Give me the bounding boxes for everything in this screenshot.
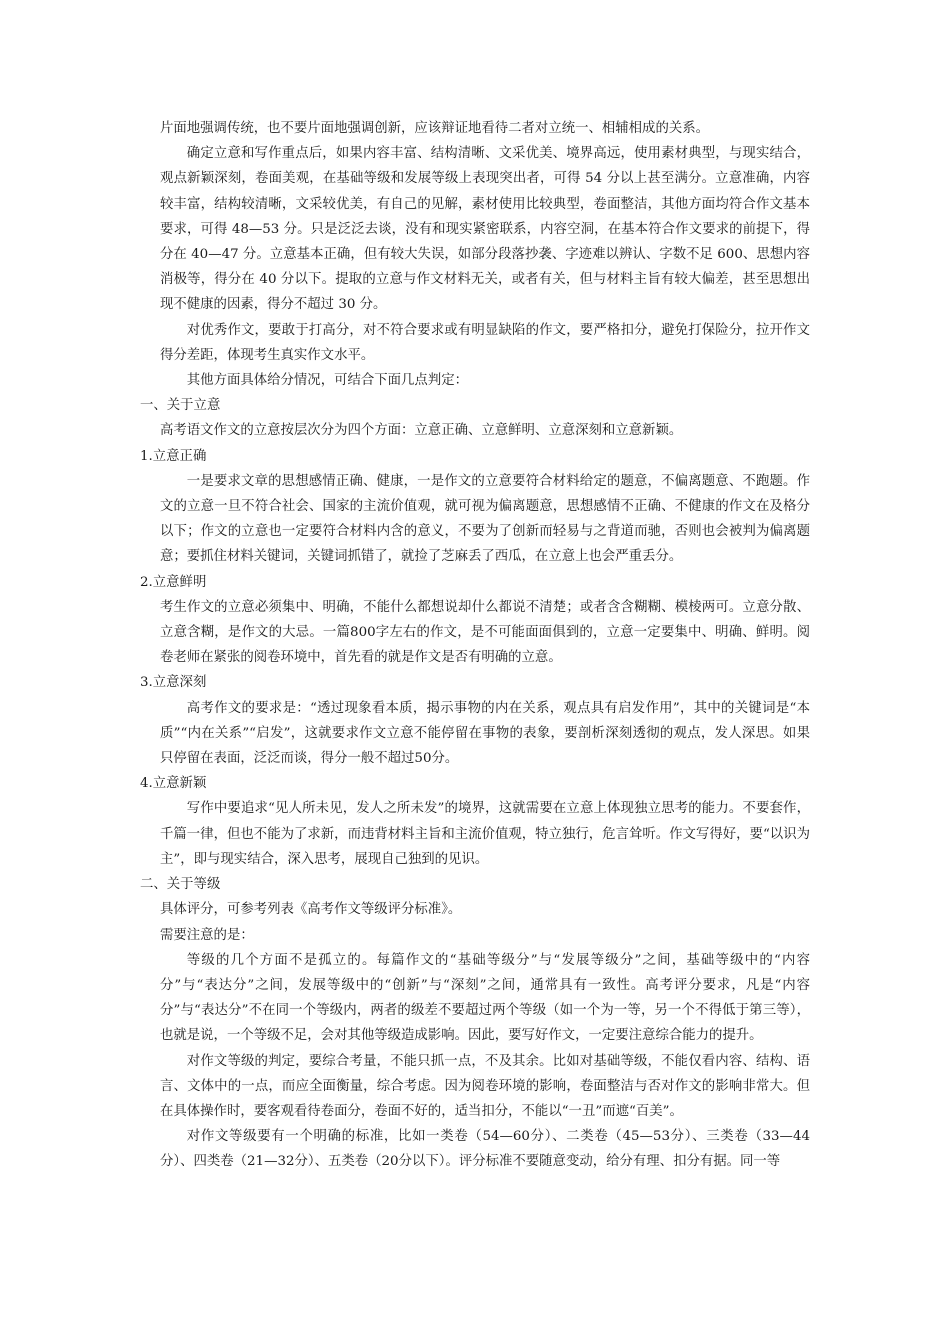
paragraph: 对优秀作文，要敢于打高分，对不符合要求或有明显缺陷的作文，要严格扣分，避免打保险分，拉开作文得分差距，体现考生真实作文水平。	[160, 322, 810, 363]
paragraph: 片面地强调传统，也不要片面地强调创新，应该辩证地看待二者对立统一、相辅相成的关系。	[160, 121, 710, 136]
subsection-heading: 4.立意新颖	[140, 776, 207, 792]
section-heading: 一、关于立意	[140, 398, 221, 414]
paragraph: 其他方面具体给分情况，可结合下面几点判定：	[186, 373, 468, 389]
paragraph: 高考语文作文的立意按层次分为四个方面：立意正确、立意鲜明、立意深刻和立意新颖。	[160, 423, 683, 439]
paragraph: 需要注意的是：	[160, 927, 254, 943]
paragraph: 写作中要追求“见人所未见，发人之所未发”的境界，这就需要在立意上体现独立思考的能力。不要套作，千篇一律，但也不能为了求新，而违背材料主旨和主流价值观，特立独行，危言耸听。作文写得好，要“以识为主”，即与现实结合，深入思考，展现自己独到的见识。	[160, 801, 810, 867]
paragraph: 高考作文的要求是：“透过现象看本质，揭示事物的内在关系，观点具有启发作用”，其中的关键词是“本质”“内在关系”“启发”，这就要求作文立意不能停留在事物的表象，要剖析深刻透彻的观点，发人深思。如果只停留在表面，泛泛而谈，得分一般不超过50分。	[160, 700, 810, 767]
paragraph: 一是要求文章的思想感情正确、健康，一是作文的立意要符合材料给定的题意，不偏离题意、不跑题。作文的立意一旦不符合社会、国家的主流价值观，就可视为偏离题意，思想感情不正确、不健康的作文在及格分以下；作文的立意也一定要符合材料内含的意义，不要为了创新而轻易与之背道而驰，否则也会被判为偏离题意；要抓住材料关键词，关键词抓错了，就捡了芝麻丢了西瓜，在立意上也会严重丢分。	[160, 473, 810, 565]
subsection-heading: 3.立意深刻	[140, 675, 207, 691]
paragraph: 等级的几个方面不是孤立的。每篇作文的“基础等级分”与“发展等级分”之间，基础等级中的“内容分”与“表达分”之间，发展等级中的“创新”与“深刻”之间，通常具有一致性。高考评分要求，凡是“内容分”与“表达分”不在同一个等级内，两者的级差不要超过两个等级（如一个为一等，另一个不得低于第三等），也就是说，一个等级不足，会对其他等级造成影响。因此，要写好作文，一定要注意综合能力的提升。	[160, 952, 810, 1044]
paragraph: 确定立意和写作重点后，如果内容丰富、结构清晰、文采优美、境界高远，使用素材典型，与现实结合，观点新颖深刻，卷面美观，在基础等级和发展等级上表现突出者，可得 54 分以上甚至满分。立意准确，内容较丰富，结构较清晰，文采较优美，有自己的见解，素材使用比较典型，卷面整洁，其他方面均符合作文基本要求，可得 48—53 分。只是泛泛去谈，没有和现实紧密联系，内容空洞，在基本符合作文要求的前提下，得分在 40—47 分。立意基本正确，但有较大失误，如部分段落抄袭、字迹难以辨认、字数不足 600、思想内容消极等，得分在 40 分以下。提取的立意与作文材料无关，或者有关，但与材料主旨有较大偏差，甚至思想出现不健康的因素，得分不超过 30 分。	[160, 146, 810, 313]
paragraph: 具体评分，可参考列表《高考作文等级评分标准》。	[160, 902, 462, 918]
paragraph: 考生作文的立意必须集中、明确，不能什么都想说却什么都说不清楚；或者含含糊糊、模棱两可。立意分散、立意含糊，是作文的大忌。一篇800字左右的作文，是不可能面面俱到的，立意一定要集中、明确、鲜明。阅卷老师在紧张的阅卷环境中，首先看的就是作文是否有明确的立意。	[160, 599, 810, 666]
document-body	[140, 116, 810, 1175]
subsection-heading: 2.立意鲜明	[140, 574, 207, 590]
subsection-heading: 1.立意正确	[140, 448, 207, 464]
paragraph: 对作文等级要有一个明确的标准，比如一类卷（54—60分）、二类卷（45—53分）、三类卷（33—44分）、四类卷（21—32分）、五类卷（20分以下）。评分标准不要随意变动，给分有理、扣分有据。同一等	[160, 1129, 810, 1170]
section-heading: 二、关于等级	[140, 877, 221, 893]
paragraph: 对作文等级的判定，要综合考量，不能只抓一点，不及其余。比如对基础等级，不能仅看内容、结构、语言、文体中的一点，而应全面衡量，综合考虑。因为阅卷环境的影响，卷面整洁与否对作文的影响非常大。但在具体操作时，要客观看待卷面分，卷面不好的，适当扣分，不能以“一丑”而遮“百美”。	[160, 1053, 810, 1119]
